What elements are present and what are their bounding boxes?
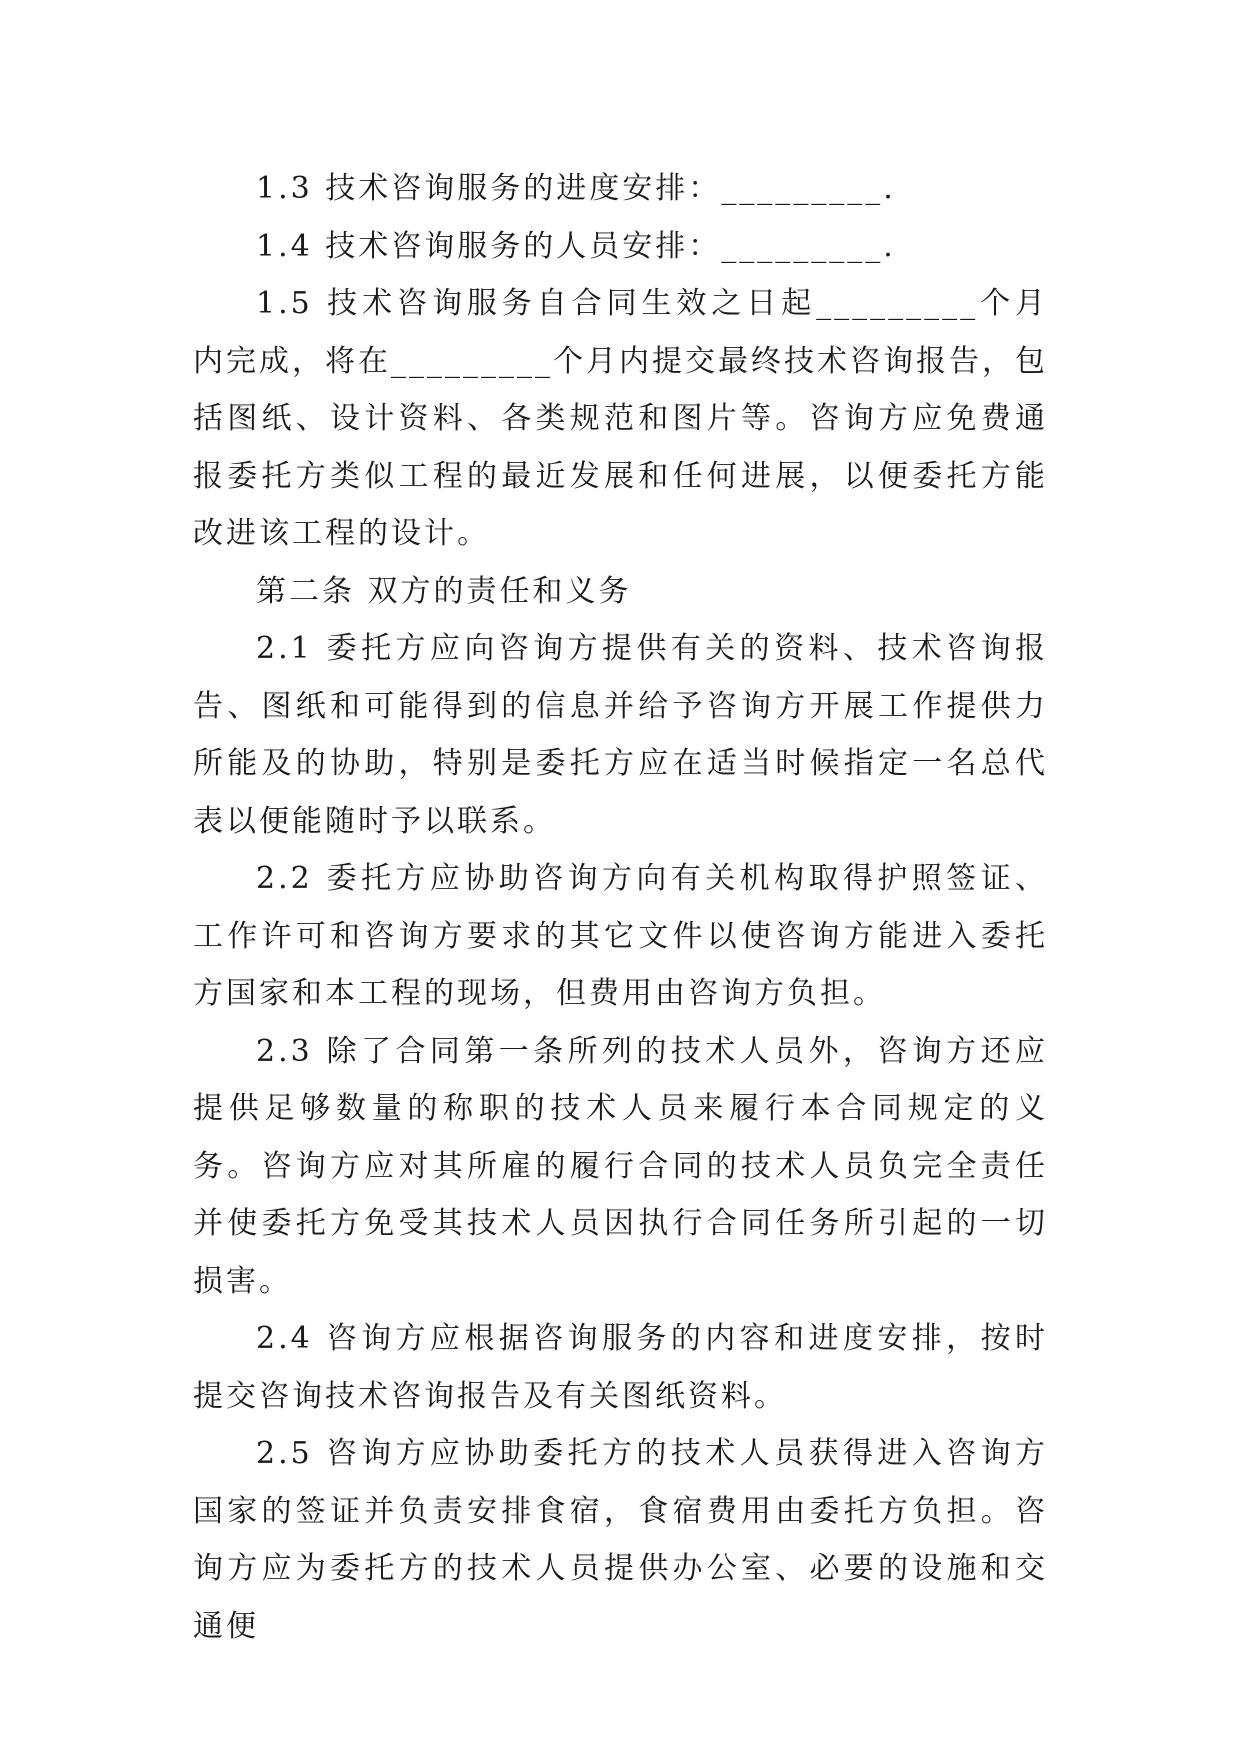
- document-body: [193, 160, 1048, 1655]
- paragraph-2-1: 2.1 委托方应向咨询方提供有关的资料、技术咨询报告、图纸和可能得到的信息并给予咨询方开展工作提供力所能及的协助，特别是委托方应在适当时候指定一名总代表以便能随时予以联系。: [193, 631, 1048, 839]
- paragraph-1-4: 1.4 技术咨询服务的人员安排：_________.: [256, 228, 896, 264]
- paragraph-2-3: 2.3 除了合同第一条所列的技术人员外，咨询方还应提供足够数量的称职的技术人员来履行本合同规定的义务。咨询方应对其所雇的履行合同的技术人员负完全责任并使委托方免受其技术人员因执行合同任务所引起的一切损害。: [193, 1033, 1048, 1299]
- paragraph-2-5: 2.5 咨询方应协助委托方的技术人员获得进入咨询方国家的签证并负责安排食宿，食宿费用由委托方负担。咨询方应为委托方的技术人员提供办公室、必要的设施和交通便: [193, 1436, 1048, 1644]
- paragraph-2-4: 2.4 咨询方应根据咨询服务的内容和进度安排，按时提交咨询技术咨询报告及有关图纸资料。: [193, 1321, 1048, 1414]
- section-heading-article-2: 第二条 双方的责任和义务: [256, 573, 632, 609]
- paragraph-1-3: 1.3 技术咨询服务的进度安排：_________.: [256, 171, 896, 206]
- paragraph-1-5: 1.5 技术咨询服务自合同生效之日起_________个月内完成，将在_________个月内提交最终技术咨询报告，包括图纸、设计资料、各类规范和图片等。咨询方应免费通报委托方类似工程的最近发展和任何进展，以便委托方能改进该工程的设计。: [193, 286, 1048, 551]
- paragraph-2-2: 2.2 委托方应协助咨询方向有关机构取得护照签证、工作许可和咨询方要求的其它文件以使咨询方能进入委托方国家和本工程的现场，但费用由咨询方负担。: [193, 861, 1048, 1011]
